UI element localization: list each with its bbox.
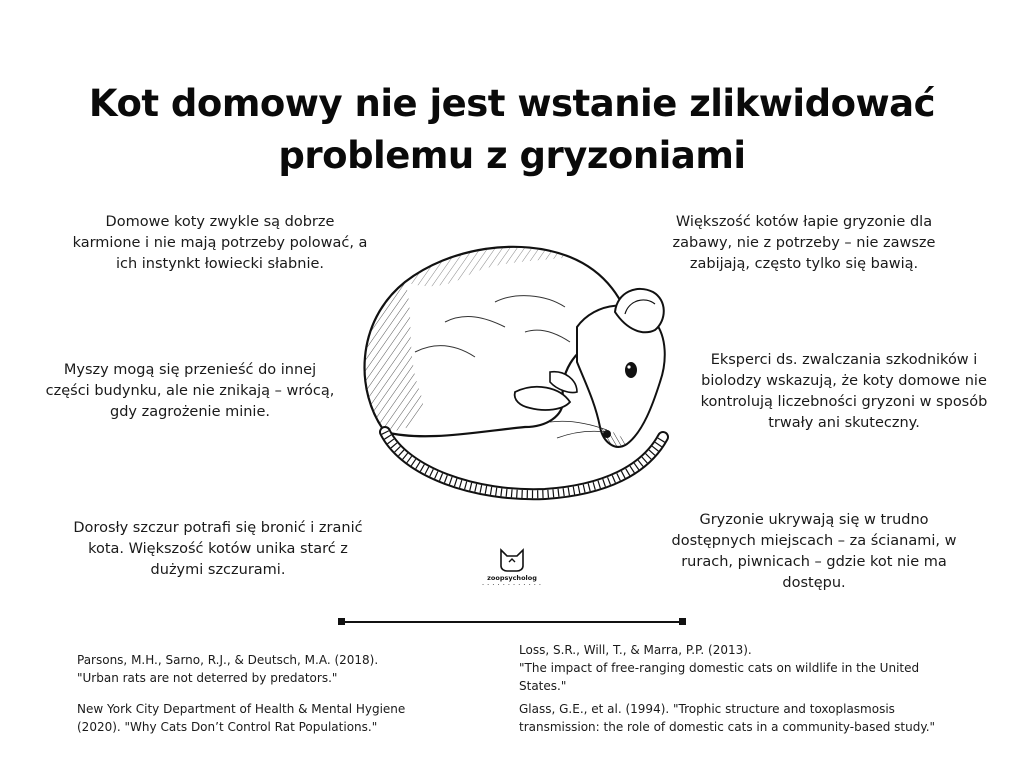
title-line-2: problemu z gryzoniami	[278, 134, 746, 177]
fact-left-3: Dorosły szczur potrafi się bronić i zranić kota. Większość kotów unika starć z dużymi szczurami.	[73, 520, 363, 578]
fact-right-1: Większość kotów łapie gryzonie dla zabawy, nie z potrzeby – nie zawsze zabijają, często tylko się bawią.	[672, 214, 936, 272]
fact-left-1: Domowe koty zwykle są dobrze karmione i nie mają potrzeby polować, a ich instynkt łowiecki słabnie.	[72, 214, 368, 272]
reference-1-line-1: Parsons, M.H., Sarno, R.J., & Deutsch, M.A. (2018).	[77, 653, 379, 667]
logo-tagline: • • • • • • • • • • • •	[481, 583, 542, 587]
reference-4	[519, 700, 979, 736]
reference-3	[519, 641, 939, 695]
fact-right-3: Gryzonie ukrywają się w trudno dostępnych miejscach – za ścianami, w rurach, piwnicach – gdzie kot nie ma dostępu.	[671, 512, 957, 591]
curled-rat-illustration	[345, 232, 685, 502]
reference-1-line-2: "Urban rats are not deterred by predators."	[77, 671, 338, 685]
reference-2-line-2: (2020). "Why Cats Don’t Control Rat Populations."	[77, 720, 378, 734]
reference-2	[77, 700, 437, 736]
title-line-1: Kot domowy nie jest wstanie zlikwidować	[88, 82, 936, 125]
reference-3-line-3: States."	[519, 679, 567, 693]
reference-4-line-2: transmission: the role of domestic cats in a community-based study."	[519, 720, 936, 734]
logo-name: zoopsycholog	[487, 574, 537, 582]
reference-1	[77, 651, 417, 687]
reference-3-line-1: Loss, S.R., Will, T., & Marra, P.P. (2013).	[519, 643, 752, 657]
page-title	[0, 78, 1024, 182]
fact-right-2: Eksperci ds. zwalczania szkodników i biolodzy wskazują, że koty domowe nie kontrolują liczebności gryzoni w sposób trwały ani skuteczny.	[700, 352, 988, 431]
brand-logo	[478, 548, 546, 587]
cat-head-icon	[499, 548, 525, 572]
reference-3-line-2: "The impact of free-ranging domestic cats on wildlife in the United	[519, 661, 920, 675]
fact-left-2: Myszy mogą się przenieść do innej części budynku, ale nie znikają – wrócą, gdy zagrożenie minie.	[45, 362, 335, 420]
reference-4-line-1: Glass, G.E., et al. (1994). "Trophic structure and toxoplasmosis	[519, 702, 895, 716]
reference-2-line-1: New York City Department of Health & Mental Hygiene	[77, 702, 406, 716]
section-divider	[340, 621, 684, 623]
